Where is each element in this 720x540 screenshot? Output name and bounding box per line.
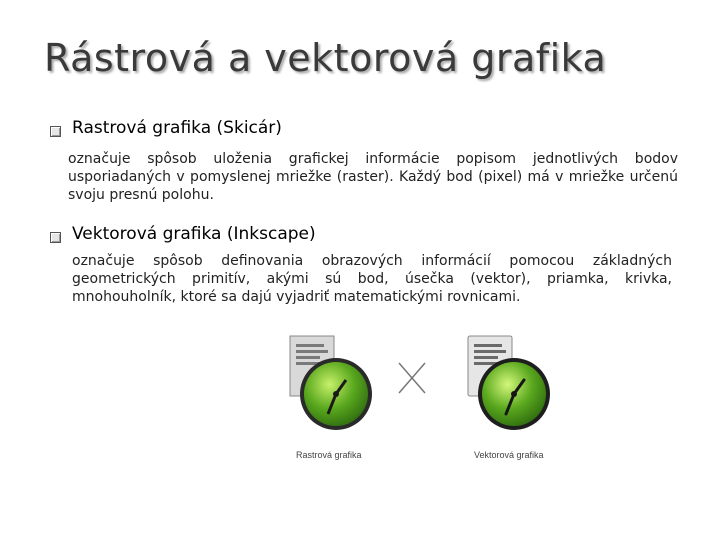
section-text-raster: označuje spôsob uloženia grafickej informácie popisom jednotlivých bodov usporiadaných v pomyslenej mriežke (raster). Každý bod (pixel) má v mriežke určenú svoju presnú polohu. <box>68 151 678 203</box>
bullet-square-icon <box>50 232 61 243</box>
page-title: Rástrová a vektorová grafika <box>44 36 607 80</box>
vector-caption: Vektorová grafika <box>474 450 544 460</box>
raster-clock-document-icon <box>280 330 380 440</box>
x-icon <box>396 360 428 396</box>
section-heading-raster: Rastrová grafika (Skicár) <box>72 118 282 138</box>
bullet-square-icon <box>50 126 61 137</box>
raster-caption: Rastrová grafika <box>296 450 362 460</box>
vector-clock-document-icon <box>462 330 562 440</box>
section-text-vector: označuje spôsob definovania obrazových informácií pomocou základných geometrických primitív, akými sú bod, úsečka (vektor), priamka, krivka, mnohouholník, ktoré sa dajú vyjadriť matematickými rovnicami. <box>72 253 672 305</box>
section-heading-vector: Vektorová grafika (Inkscape) <box>72 224 316 244</box>
